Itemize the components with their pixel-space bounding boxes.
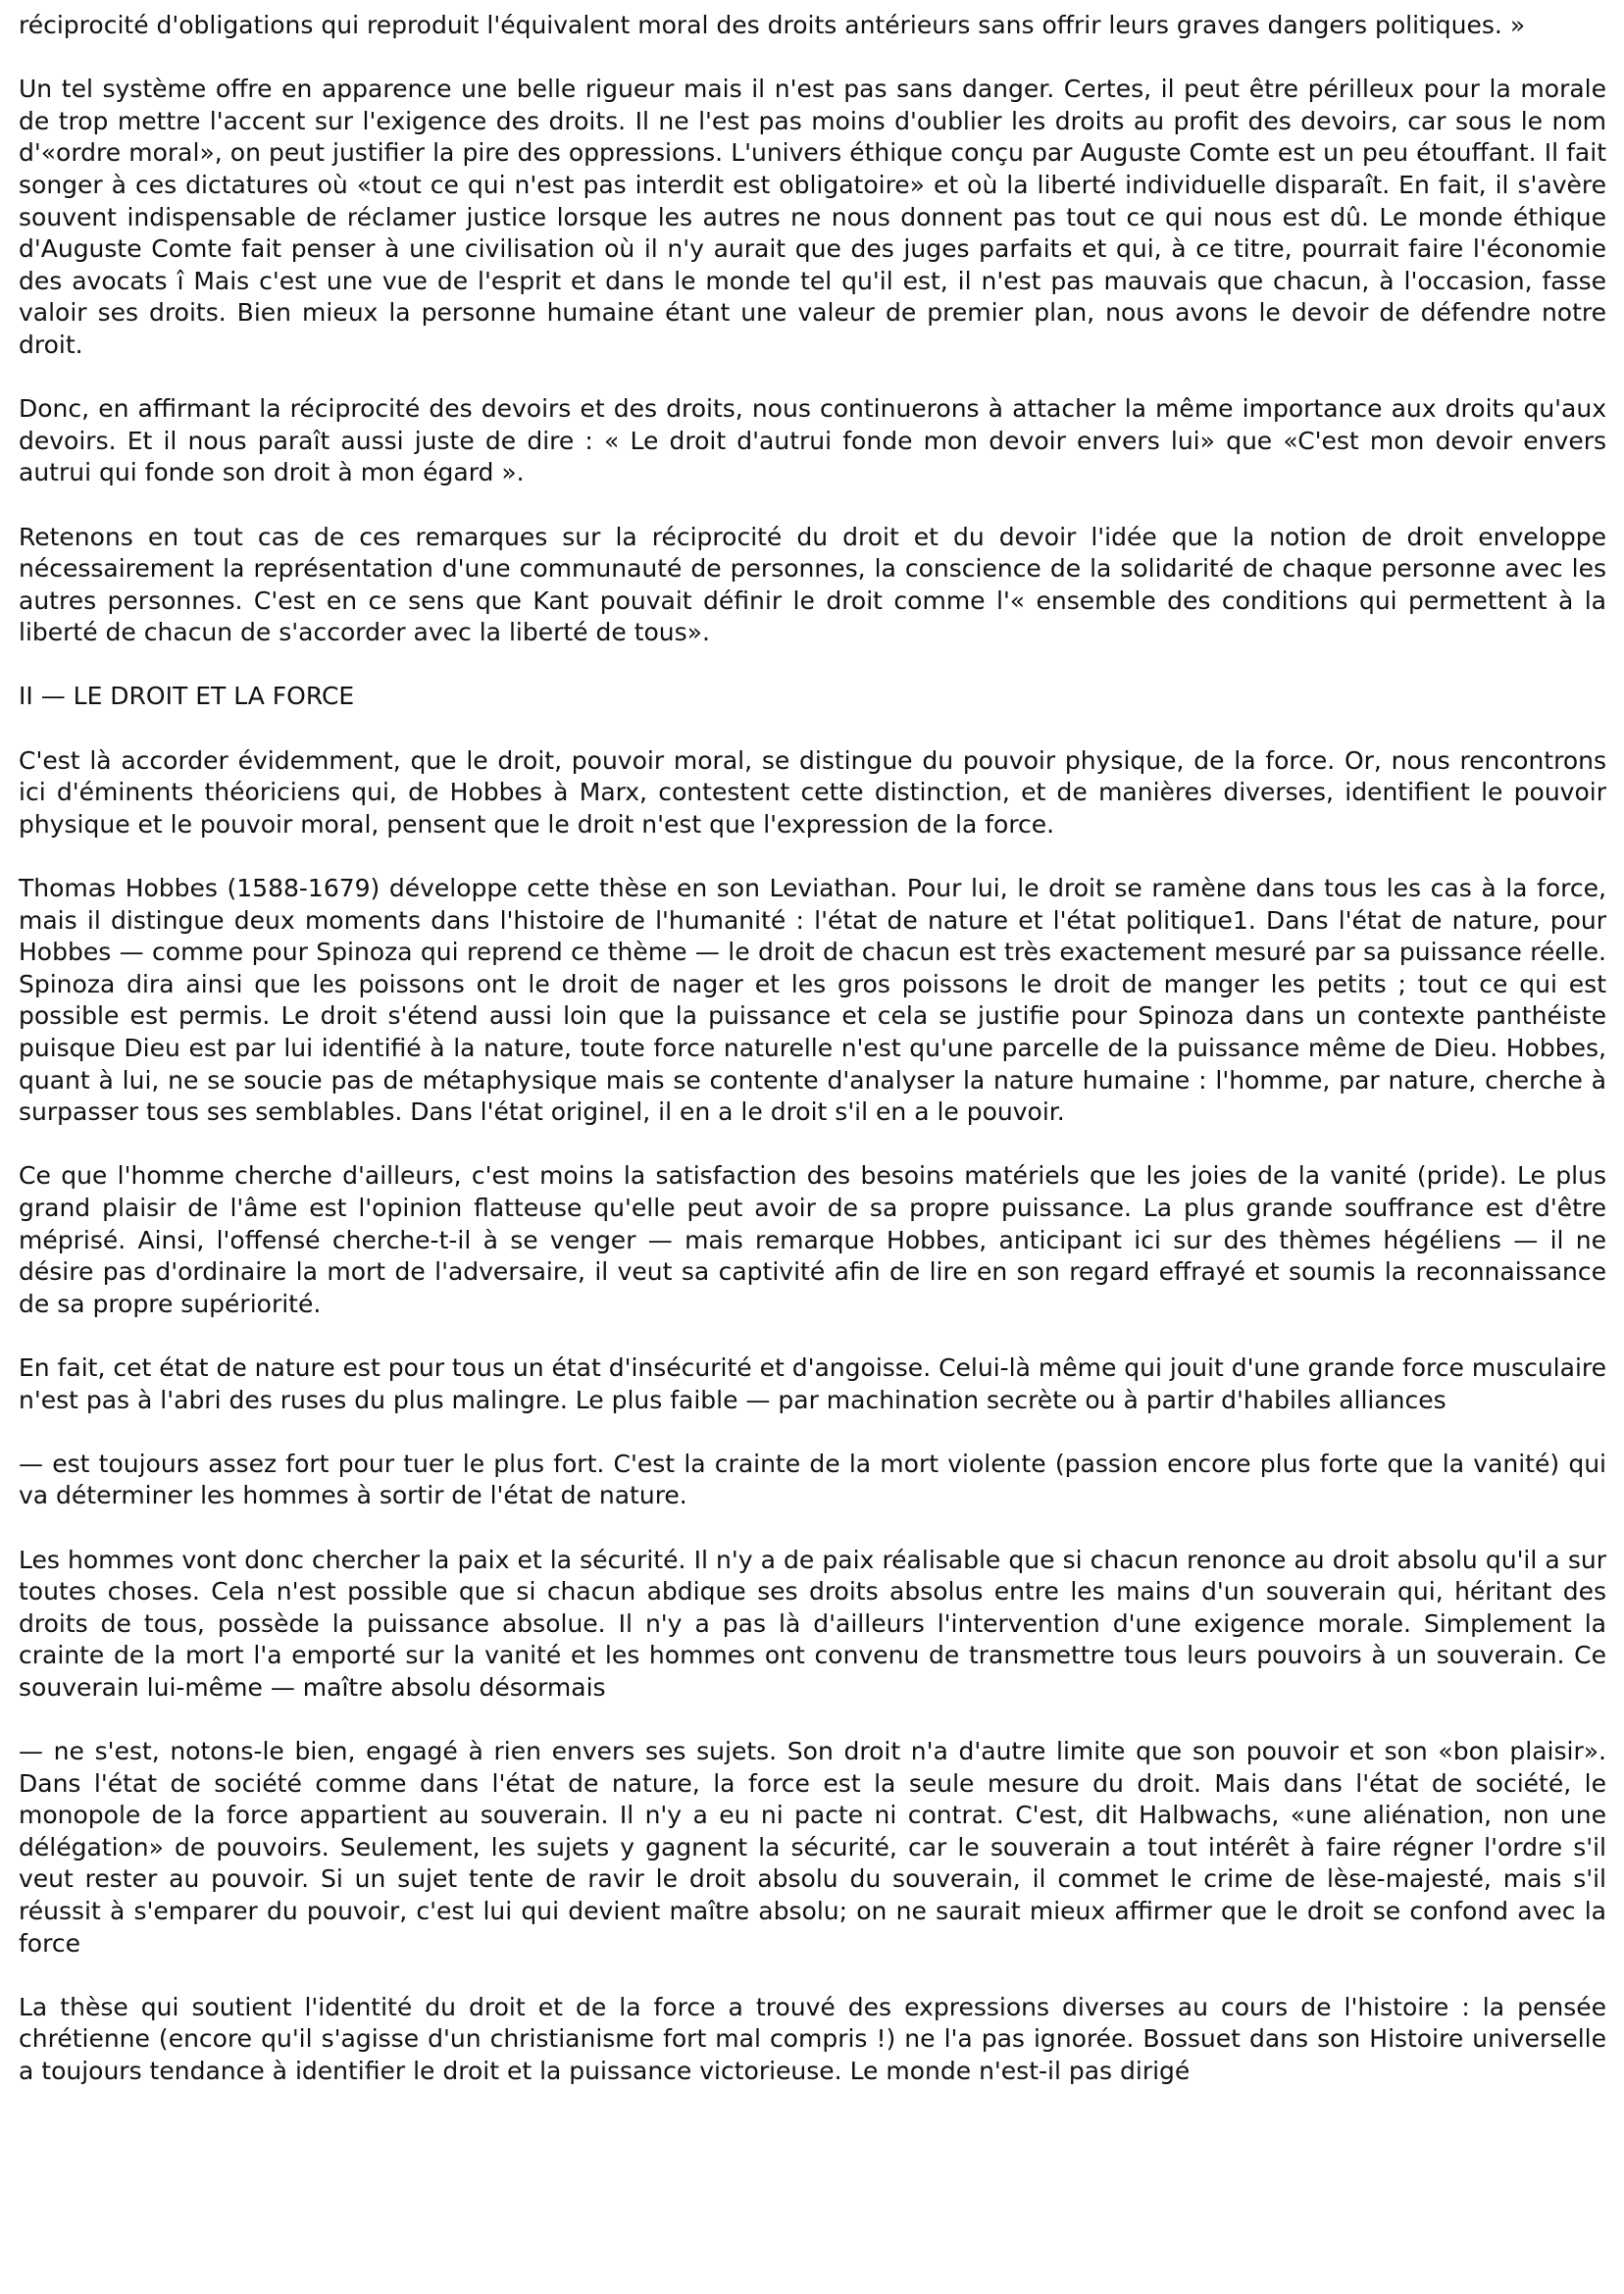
paragraph: Un tel système offre en apparence une belle rigueur mais il n'est pas sans danger. Certes, il peut être périlleux pour la morale de trop mettre l'accent sur l'exigence des droits. Il ne l'est pas moins d'oublier les droits au profit des devoirs, car sous le nom d'«ordre moral», on peut justifier la pire des oppressions. L'univers éthique conçu par Auguste Comte est un peu étouffant. Il fait songer à ces dictatures où «tout ce qui n'est pas interdit est obligatoire» et où la liberté individuelle disparaît. En fait, il s'avère souvent indispensable de réclamer justice lorsque les autres ne nous donnent pas tout ce qui nous est dû. Le monde éthique d'Auguste Comte fait penser à une civilisation où il n'y aurait que des juges parfaits et qui, à ce titre, pourrait faire l'économie des avocats î Mais c'est une vue de l'esprit et dans le monde tel qu'il est, il n'est pas mauvais que chacun, à l'occasion, fasse valoir ses droits. Bien mieux la personne humaine étant une valeur de premier plan, nous avons le devoir de défendre notre droit. xyxy=(19,75,1606,359)
section-heading: II — LE DROIT ET LA FORCE xyxy=(19,682,355,711)
paragraph: La thèse qui soutient l'identité du droit et de la force a trouvé des expressions diverses au cours de l'histoire : la pensée chrétienne (encore qu'il s'agisse d'un christianisme fort mal compris !) ne l'a pas ignorée. Bossuet dans son Histoire universelle a toujours tendance à identifier le droit et la puissance victorieuse. Le monde n'est-il pas dirigé xyxy=(19,1992,1606,2085)
paragraph: — ne s'est, notons-le bien, engagé à rien envers ses sujets. Son droit n'a d'autre limite que son pouvoir et son «bon plaisir». Dans l'état de société comme dans l'état de nature, la force est la seule mesure du droit. Mais dans l'état de société, le monopole de la force appartient au souverain. Il n'y a eu ni pacte ni contrat. C'est, dit Halbwachs, «une aliénation, non une délégation» de pouvoirs. Seulement, les sujets y gagnent la sécurité, car le souverain a tout intérêt à faire régner l'ordre s'il veut rester au pouvoir. Si un sujet tente de ravir le droit absolu du souverain, il commet le crime de lèse-majesté, mais s'il réussit à s'emparer du pouvoir, c'est lui qui devient maître absolu; on ne saurait mieux affirmer que le droit se confond avec la force xyxy=(19,1737,1606,1958)
paragraph: Donc, en affirmant la réciprocité des devoirs et des droits, nous continuerons à attacher la même importance aux droits qu'aux devoirs. Et il nous paraît aussi juste de dire : « Le droit d'autrui fonde mon devoir envers lui» que «C'est mon devoir envers autrui qui fonde son droit à mon égard ». xyxy=(19,394,1606,487)
paragraph: Retenons en tout cas de ces remarques sur la réciprocité du droit et du devoir l'idée que la notion de droit enveloppe nécessairement la représentation d'une communauté de personnes, la conscience de la solidarité de chaque personne avec les autres personnes. C'est en ce sens que Kant pouvait définir le droit comme l'« ensemble des conditions qui permettent à la liberté de chacun de s'accorder avec la liberté de tous». xyxy=(19,522,1606,647)
paragraph-continuation: réciprocité d'obligations qui reproduit l'équivalent moral des droits antérieurs sans offrir leurs graves dangers politiques. » xyxy=(19,11,1526,39)
paragraph: Thomas Hobbes (1588-1679) développe cette thèse en son Leviathan. Pour lui, le droit se ramène dans tous les cas à la force, mais il distingue deux moments dans l'histoire de l'humanité : l'état de nature et l'état politique1. Dans l'état de nature, pour Hobbes — comme pour Spinoza qui reprend ce thème — le droit de chacun est très exactement mesuré par sa puissance réelle. Spinoza dira ainsi que les poissons ont le droit de nager et les gros poissons le droit de manger les petits ; tout ce qui est possible est permis. Le droit s'étend aussi loin que la puissance et cela se justifie pour Spinoza dans un contexte panthéiste puisque Dieu est par lui identifié à la nature, toute force naturelle n'est qu'une parcelle de la puissance même de Dieu. Hobbes, quant à lui, ne se soucie pas de métaphysique mais se contente d'analyser la nature humaine : l'homme, par nature, cherche à surpasser tous ses semblables. Dans l'état originel, il en a le droit s'il en a le pouvoir. xyxy=(19,874,1606,1127)
paragraph: Ce que l'homme cherche d'ailleurs, c'est moins la satisfaction des besoins matériels que les joies de la vanité (pride). Le plus grand plaisir de l'âme est l'opinion flatteuse qu'elle peut avoir de sa propre puissance. La plus grande souffrance est d'être méprisé. Ainsi, l'offensé cherche-t-il à se venger — mais remarque Hobbes, anticipant ici sur des thèmes hégéliens — il ne désire pas d'ordinaire la mort de l'adversaire, il veut sa captivité afin de lire en son regard effrayé et soumis la reconnaissance de sa propre supériorité. xyxy=(19,1161,1606,1318)
paragraph: Les hommes vont donc chercher la paix et la sécurité. Il n'y a de paix réalisable que si chacun renonce au droit absolu qu'il a sur toutes choses. Cela n'est possible que si chacun abdique ses droits absolus entre les mains d'un souverain qui, héritant des droits de tous, possède la puissance absolue. Il n'y a pas là d'ailleurs l'intervention d'une exigence morale. Simplement la crainte de la mort l'a emporté sur la vanité et les hommes ont convenu de transmettre tous leurs pouvoirs à un souverain. Ce souverain lui-même — maître absolu désormais xyxy=(19,1545,1606,1702)
paragraph: En fait, cet état de nature est pour tous un état d'insécurité et d'angoisse. Celui-là même qui jouit d'une grande force musculaire n'est pas à l'abri des ruses du plus malingre. Le plus faible — par machination secrète ou à partir d'habiles alliances xyxy=(19,1352,1606,1414)
document-page xyxy=(19,10,1606,2119)
paragraph: — est toujours assez fort pour tuer le plus fort. C'est la crainte de la mort violente (passion encore plus forte que la vanité) qui va déterminer les hommes à sortir de l'état de nature. xyxy=(19,1449,1606,1510)
paragraph: C'est là accorder évidemment, que le droit, pouvoir moral, se distingue du pouvoir physique, de la force. Or, nous rencontrons ici d'éminents théoriciens qui, de Hobbes à Marx, contestent cette distinction, et de manières diverses, identifient le pouvoir physique et le pouvoir moral, pensent que le droit n'est que l'expression de la force. xyxy=(19,745,1606,839)
